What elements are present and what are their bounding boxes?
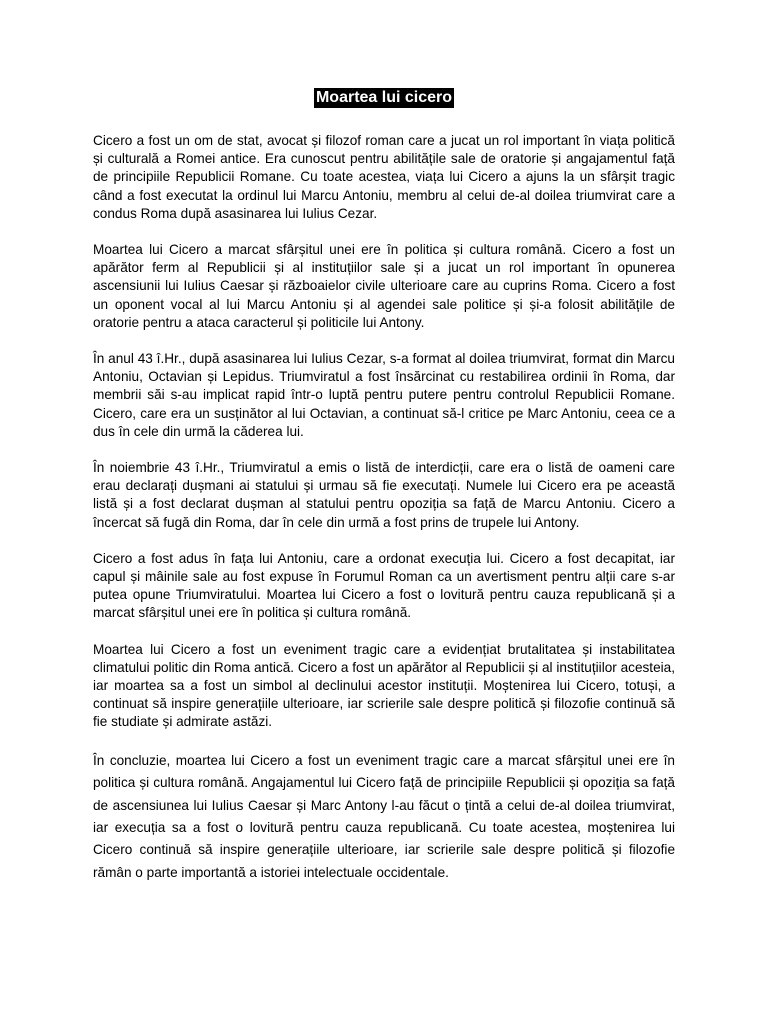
page-title: Moartea lui cicero — [315, 89, 453, 106]
paragraph-2: Moartea lui Cicero a marcat sfârșitul unei ere în politica și cultura română. Cicero a fost un apărător ferm al Republicii și al instituțiilor sale și a jucat un rol important în opunerea ascensiunii lui Iulius Caesar și războaielor civile ulterioare care au cuprins Roma. Cicero a fost un oponent vocal al lui Marcu Antoniu și al agendei sale politice și și-a folosit abilitățile de oratorie pentru a ataca caracterul și politicile lui Antony. — [93, 242, 675, 330]
document-body — [93, 132, 675, 902]
paragraph-4: În noiembrie 43 î.Hr., Triumviratul a emis o listă de interdicții, care era o listă de oameni care erau declarați dușmani ai statului și urmau să fie executați. Numele lui Cicero era pe această listă și a fost declarat dușman al statului pentru opoziția sa față de Marcu Antoniu. Cicero a încercat să fugă din Roma, dar în cele din urmă a fost prins de trupele lui Antony. — [93, 460, 675, 530]
paragraph-1: Cicero a fost un om de stat, avocat și filozof roman care a jucat un rol important în viața politică și culturală a Romei antice. Era cunoscut pentru abilitățile sale de oratorie și angajamentul față de principiile Republicii Romane. Cu toate acestea, viața lui Cicero a ajuns la un sfârșit tragic când a fost executat la ordinul lui Marcu Antoniu, membru al celui de-al doilea triumvirat care a condus Roma după asasinarea lui Iulius Cezar. — [93, 133, 675, 221]
title-container — [0, 88, 768, 108]
paragraph-7: În concluzie, moartea lui Cicero a fost un eveniment tragic care a marcat sfârșitul unei ere în politica și cultura română. Angajamentul lui Cicero față de principiile Republicii și opoziția sa față de ascensiunea lui Iulius Caesar și Marc Antony l-au făcut o țintă a celui de-al doilea triumvirat, iar execuția sa a fost o lovitură pentru cauza republicană. Cu toate acestea, moștenirea lui Cicero continuă să inspire generațiile ulterioare, iar scrierile sale despre politică și filozofie rămân o parte importantă a istoriei intelectuale occidentale. — [93, 752, 675, 880]
paragraph-5: Cicero a fost adus în fața lui Antoniu, care a ordonat execuția lui. Cicero a fost decapitat, iar capul și mâinile sale au fost expuse în Forumul Roman ca un avertisment pentru alții care s-ar putea opune Triumviratului. Moartea lui Cicero a fost o lovitură pentru cauza republicană și a marcat sfârșitul unei ere în politica și cultura română. — [93, 550, 675, 621]
paragraph-6: Moartea lui Cicero a fost un eveniment tragic care a evidențiat brutalitatea și instabilitatea climatului politic din Roma antică. Cicero a fost un apărător al Republicii și al instituțiilor acesteia, iar moartea sa a fost un simbol al declinului acestor instituții. Moștenirea lui Cicero, totuși, a continuat să inspire generațiile ulterioare, iar scrierile sale despre politică și filozofie continuă să fie studiate și admirate astăzi. — [93, 641, 675, 730]
paragraph-3: În anul 43 î.Hr., după asasinarea lui Iulius Cezar, s-a format al doilea triumvirat, format din Marcu Antoniu, Octavian și Lepidus. Triumviratul a fost însărcinat cu restabilirea ordinii în Roma, dar membrii săi s-au implicat rapid într-o luptă pentru putere pentru controlul Republicii Romane. Cicero, care era un susținător al lui Octavian, a continuat să-l critice pe Marc Antoniu, ceea ce a dus în cele din urmă la căderea lui. — [93, 351, 675, 439]
